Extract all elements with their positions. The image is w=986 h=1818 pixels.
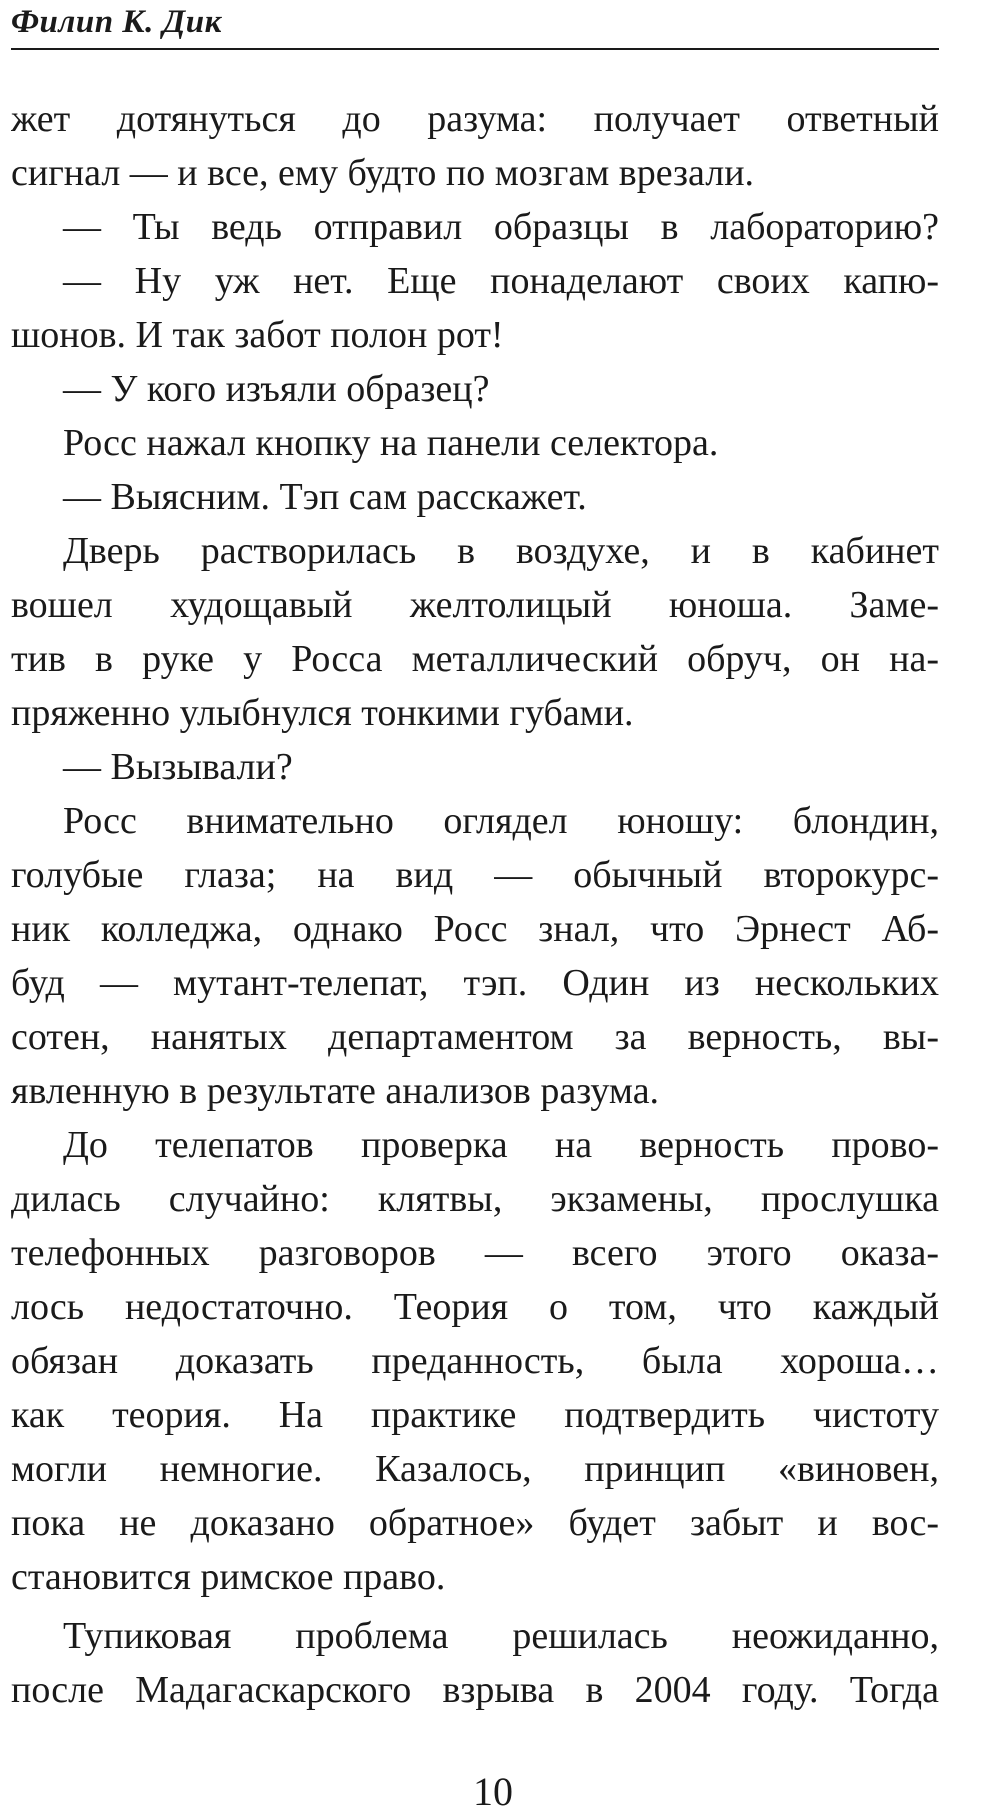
text-line: буд — мутант-телепат, тэп. Один из нескольких: [11, 962, 939, 1004]
text-line: становится римское право.: [11, 1556, 446, 1598]
text-line: ник колледжа, однако Росс знал, что Эрнест Аб-: [11, 908, 939, 950]
text-line: пряженно улыбнулся тонкими губами.: [11, 692, 634, 734]
body-text: [11, 92, 939, 1717]
text-line: Тупиковая проблема решилась неожиданно,: [63, 1615, 939, 1657]
text-line: Росс нажал кнопку на панели селектора.: [63, 422, 719, 464]
page-number: 10: [473, 1769, 513, 1814]
header-rule: [11, 48, 939, 50]
text-line: шонов. И так забот полон рот!: [11, 314, 504, 356]
text-line: обязан доказать преданность, была хороша…: [11, 1340, 939, 1382]
text-line: — Ты ведь отправил образцы в лабораторию?: [63, 206, 939, 248]
text-line: — Ну уж нет. Еще понаделают своих капю-: [63, 260, 939, 302]
text-line: голубые глаза; на вид — обычный второкурс-: [11, 854, 939, 896]
text-line: сигнал — и все, ему будто по мозгам врезали.: [11, 152, 755, 194]
text-line: — У кого изъяли образец?: [63, 368, 490, 410]
text-line: телефонных разговоров — всего этого оказа-: [11, 1232, 939, 1274]
running-head: Филип К. Дик: [11, 4, 222, 40]
text-line: жет дотянуться до разума: получает ответный: [11, 98, 939, 140]
text-line: Росс внимательно оглядел юношу: блондин,: [63, 800, 939, 842]
text-line: могли немногие. Казалось, принцип «виновен,: [11, 1448, 939, 1490]
text-line: До телепатов проверка на верность прово-: [63, 1124, 939, 1166]
text-line: лось недостаточно. Теория о том, что каждый: [11, 1286, 939, 1328]
text-line: Дверь растворилась в воздухе, и в кабинет: [63, 530, 939, 572]
text-line: явленную в результате анализов разума.: [11, 1070, 660, 1112]
text-line: как теория. На практике подтвердить чистоту: [11, 1394, 939, 1436]
text-line: дилась случайно: клятвы, экзамены, прослушка: [11, 1178, 939, 1220]
text-line: пока не доказано обратное» будет забыт и вос-: [11, 1502, 939, 1544]
text-line: вошел худощавый желтолицый юноша. Заме-: [11, 584, 939, 626]
text-line: после Мадагаскарского взрыва в 2004 году. Тогда: [11, 1669, 939, 1711]
text-line: тив в руке у Росса металлический обруч, он на-: [11, 638, 939, 680]
text-line: — Выясним. Тэп сам расскажет.: [63, 476, 587, 518]
text-line: — Вызывали?: [63, 746, 293, 788]
text-line: сотен, нанятых департаментом за верность, вы-: [11, 1016, 939, 1058]
